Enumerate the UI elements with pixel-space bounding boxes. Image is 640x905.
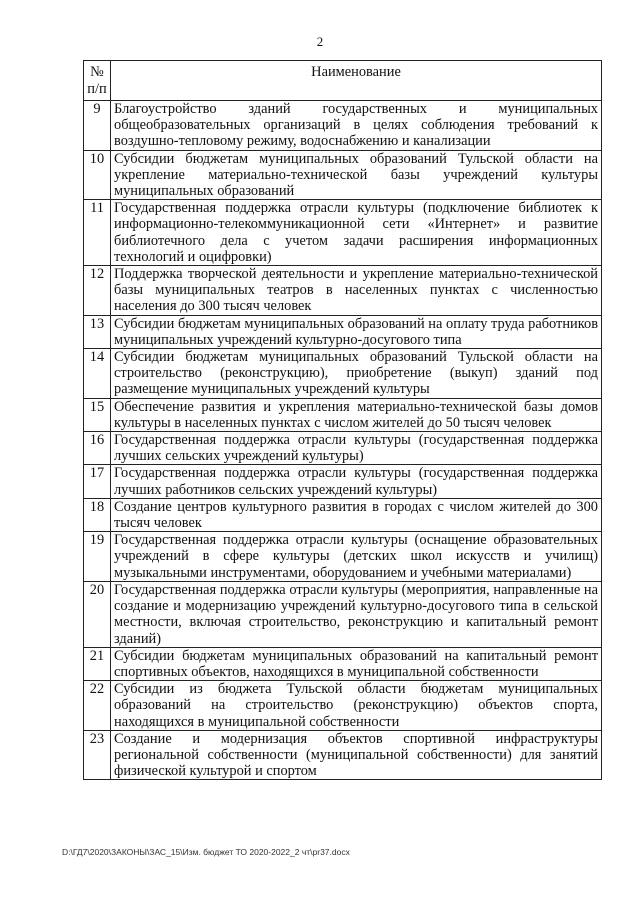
- page-number: 2: [316, 34, 324, 49]
- row-name: Государственная поддержка отрасли культуры (подключение библиотек к информационно-телекоммуникационной сети «Интернет» и развитие библиотечного дела с учетом задачи расширения информационных технологий и оцифровки): [111, 200, 602, 266]
- table-row: [84, 465, 602, 498]
- table-row: [84, 150, 602, 200]
- row-number: 14: [84, 349, 111, 399]
- table-row: [84, 681, 602, 731]
- table-row: [84, 315, 602, 348]
- items-table: [83, 60, 602, 780]
- table-row: [84, 532, 602, 582]
- row-number: 16: [84, 432, 111, 465]
- row-number: 20: [84, 581, 111, 647]
- row-name: Государственная поддержка отрасли культуры (государственная поддержка лучших сельских учреждений культуры): [111, 432, 602, 465]
- row-number: 10: [84, 150, 111, 200]
- row-name: Субсидии бюджетам муниципальных образований на капитальный ремонт спортивных объектов, находящихся в муниципальной собственности: [111, 647, 602, 680]
- table-row: [84, 432, 602, 465]
- row-name: Субсидии бюджетам муниципальных образований Тульской области на укрепление материально-технической базы учреждений культуры муниципальных образований: [111, 150, 602, 200]
- row-name: Государственная поддержка отрасли культуры (мероприятия, направленные на создание и модернизацию учреждений культурно-досугового типа в сельской местности, включая строительство, реконструкцию и капитальный ремонт зданий): [111, 581, 602, 647]
- table-row: [84, 498, 602, 531]
- table-row: [84, 200, 602, 266]
- table-row: [84, 581, 602, 647]
- row-name: Создание центров культурного развития в городах с числом жителей до 300 тысяч человек: [111, 498, 602, 531]
- table-body: [84, 101, 602, 780]
- row-number: 18: [84, 498, 111, 531]
- table-header-row: [84, 61, 602, 101]
- row-number: 22: [84, 681, 111, 731]
- row-number: 23: [84, 730, 111, 780]
- row-name: Поддержка творческой деятельности и укрепление материально-технической базы муниципальных театров в населенных пунктах с численностью населения до 300 тысяч человек: [111, 266, 602, 316]
- table-row: [84, 349, 602, 399]
- row-number: 12: [84, 266, 111, 316]
- row-number: 21: [84, 647, 111, 680]
- row-number: 19: [84, 532, 111, 582]
- table-row: [84, 647, 602, 680]
- column-header-name: Наименование: [111, 61, 602, 101]
- table-row: [84, 398, 602, 431]
- row-number: 17: [84, 465, 111, 498]
- row-number: 13: [84, 315, 111, 348]
- row-number: 9: [84, 101, 111, 151]
- row-name: Обеспечение развития и укрепления материально-технической базы домов культуры в населенных пунктах с числом жителей до 50 тысяч человек: [111, 398, 602, 431]
- table-row: [84, 730, 602, 780]
- row-name: Создание и модернизация объектов спортивной инфраструктуры региональной собственности (муниципальной собственности) для занятий физической культурой и спортом: [111, 730, 602, 780]
- table-row: [84, 266, 602, 316]
- row-name: Субсидии бюджетам муниципальных образований Тульской области на строительство (реконструкцию), приобретение (выкуп) зданий под размещение муниципальных учреждений культуры: [111, 349, 602, 399]
- footer-file-path: D:\ГД7\2020\ЗАКОНЫ\ЗАС_15\Изм. бюджет ТО 2020-2022_2 чт\pr37.docx: [62, 847, 350, 857]
- row-name: Субсидии бюджетам муниципальных образований на оплату труда работников муниципальных учреждений культурно-досугового типа: [111, 315, 602, 348]
- row-name: Государственная поддержка отрасли культуры (оснащение образовательных учреждений в сфере культуры (детских школ искусств и училищ) музыкальными инструментами, оборудованием и учебными материалами): [111, 532, 602, 582]
- row-number: 11: [84, 200, 111, 266]
- row-name: Субсидии из бюджета Тульской области бюджетам муниципальных образований на строительство (реконструкцию) объектов спорта, находящихся в муниципальной собственности: [111, 681, 602, 731]
- column-header-number: № п/п: [84, 61, 111, 101]
- row-name: Государственная поддержка отрасли культуры (государственная поддержка лучших работников сельских учреждений культуры): [111, 465, 602, 498]
- row-number: 15: [84, 398, 111, 431]
- row-name: Благоустройство зданий государственных и муниципальных общеобразовательных организаций в целях соблюдения требований к воздушно-тепловому режиму, водоснабжению и канализации: [111, 101, 602, 151]
- table-row: [84, 101, 602, 151]
